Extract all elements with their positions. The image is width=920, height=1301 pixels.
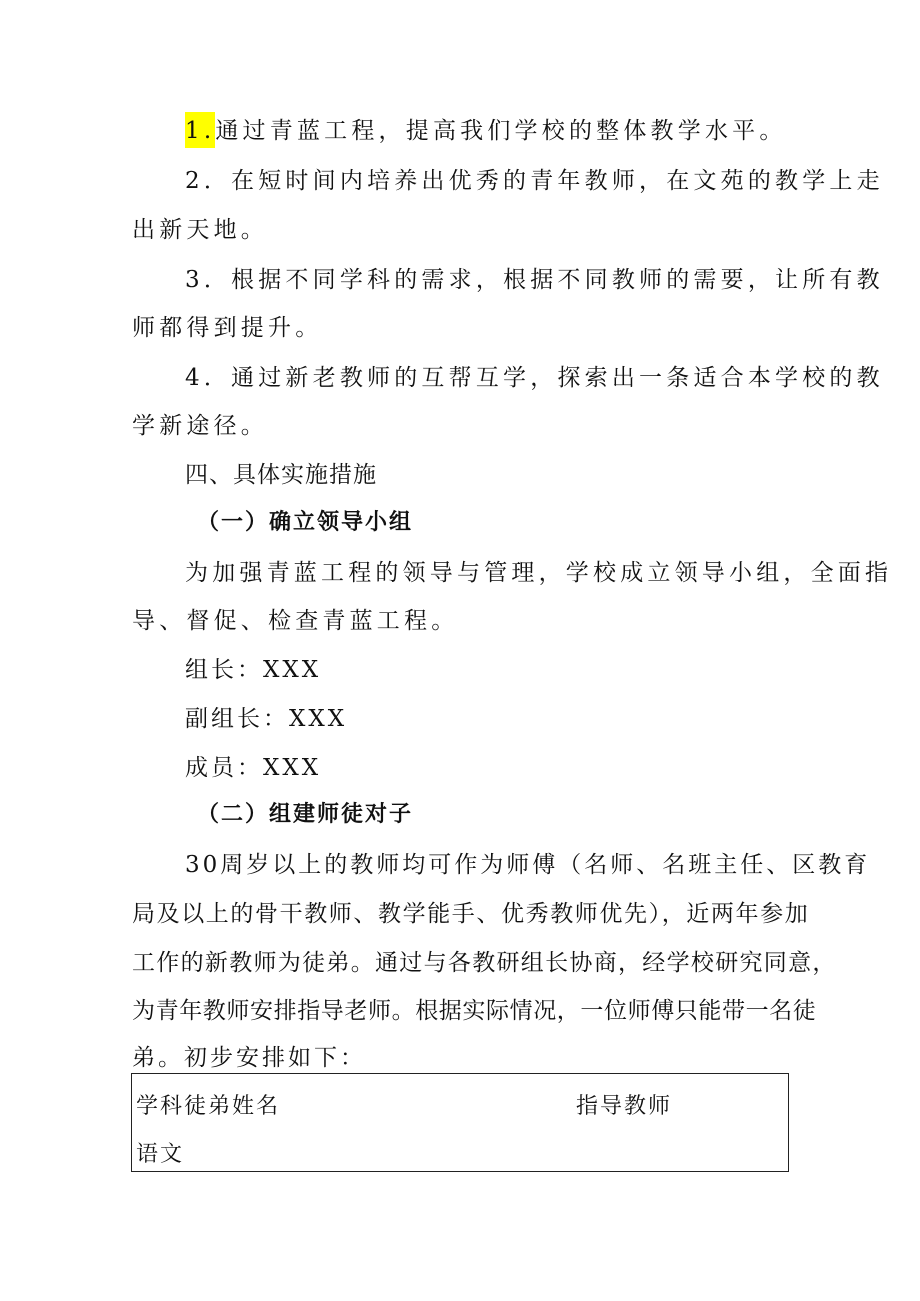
goal-item-4-line-1: 4．通过新老教师的互帮互学，探索出一条适合本学校的教: [185, 365, 884, 391]
group-deputy-leader: 副组长：XXX: [185, 706, 348, 732]
subsection-2-para-line-4: 为青年教师安排指导老师。根据实际情况，一位师傅只能带一名徒: [132, 998, 817, 1024]
subsection-2-para-line-3: 工作的新教师为徒弟。通过与各教研组长协商，经学校研究同意，: [132, 950, 837, 976]
subsection-2-para-line-5: 弟。初步安排如下：: [132, 1045, 366, 1071]
goal-item-1-number: 1.: [185, 112, 215, 148]
goal-item-3-line-2: 师都得到提升。: [132, 315, 323, 341]
goal-item-2-line-1: 2．在短时间内培养出优秀的青年教师，在文苑的教学上走: [185, 168, 884, 194]
subsection-2-para-line-1: 30周岁以上的教师均可作为师傅（名师、名班主任、区教育: [185, 852, 871, 878]
goal-item-4-line-2: 学新途径。: [132, 413, 268, 439]
table-header-subject-apprentice: 学科徒弟姓名: [136, 1094, 281, 1119]
group-members: 成员：XXX: [185, 755, 322, 781]
goal-item-2-line-2: 出新天地。: [132, 217, 268, 243]
group-leader: 组长：XXX: [185, 657, 322, 683]
goal-item-1: [185, 116, 787, 146]
subsection-1-para-line-1: 为加强青蓝工程的领导与管理，学校成立领导小组，全面指: [185, 560, 893, 586]
table-row-subject: 语文: [136, 1142, 185, 1167]
goal-item-3-line-1: 3．根据不同学科的需求，根据不同教师的需要，让所有教: [185, 267, 884, 293]
subsection-2-para-line-2: 局及以上的骨干教师、教学能手、优秀教师优先），近两年参加: [132, 901, 810, 927]
subsection-1-para-line-2: 导、督促、检查青蓝工程。: [132, 608, 459, 634]
goal-item-1-text: 通过青蓝工程，提高我们学校的整体教学水平。: [215, 118, 787, 144]
mentor-assignment-table: [131, 1073, 789, 1172]
subsection-1-title: （一）确立领导小组: [197, 510, 414, 535]
table-header-mentor: 指导教师: [576, 1094, 673, 1119]
section-4-heading: 四、具体实施措施: [185, 462, 377, 488]
subsection-2-title: （二）组建师徒对子: [197, 802, 414, 827]
